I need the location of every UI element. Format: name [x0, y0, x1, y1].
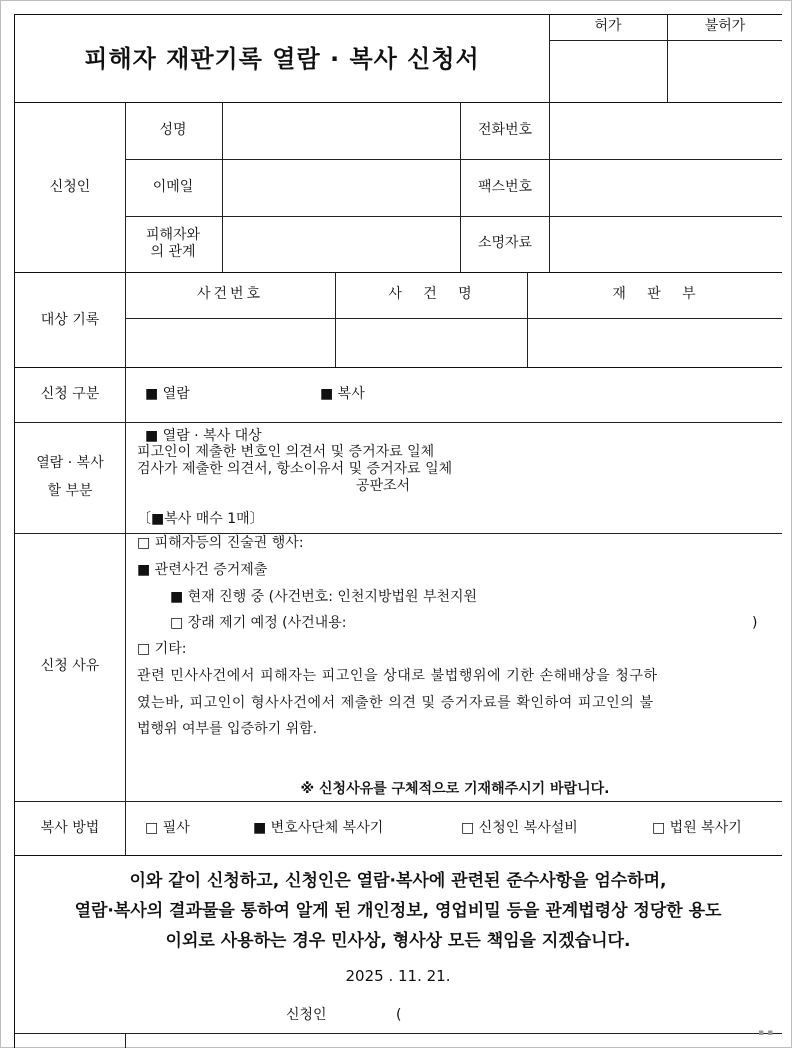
rule-record-bottom — [14, 367, 782, 368]
deny-header: 불허가 — [704, 18, 746, 34]
opt-other[interactable]: □ 기타: — [137, 641, 187, 657]
approve-box[interactable] — [550, 41, 666, 101]
relation-label-line1: 피해자와 — [145, 227, 201, 243]
court-division-header: 재 판 부 — [612, 286, 698, 302]
target-record-label: 대상 기록 — [40, 312, 100, 328]
rule-bottom — [14, 1033, 782, 1034]
statement-line2: 열람·복사의 결과물을 통하여 알게 된 개인정보, 영업비밀 등을 관계법령상 정당한 용도 — [74, 901, 722, 921]
rule-bottom-left — [125, 1033, 126, 1048]
method-lawyer-org-copier[interactable]: ■ 변호사단체 복사기 — [253, 820, 384, 836]
copy-count: 〔■복사 매수 1매〕 — [137, 511, 264, 527]
copy-method-label: 복사 방법 — [40, 820, 100, 836]
fax-label: 팩스번호 — [477, 179, 533, 195]
fax-field[interactable] — [550, 160, 781, 215]
deny-box[interactable] — [668, 41, 781, 101]
court-division-field[interactable] — [528, 319, 781, 366]
method-handwriting[interactable]: □ 필사 — [145, 820, 190, 836]
opt-planned[interactable]: □ 장래 제기 예정 (사건내용: — [170, 615, 347, 631]
proof-field[interactable] — [550, 217, 781, 271]
scope-line1: 피고인이 제출한 변호인 의견서 및 증거자료 일체 — [137, 444, 435, 460]
approve-header: 허가 — [594, 18, 622, 34]
statement-line3: 이외로 사용하는 경우 민사상, 형사상 모든 책임을 지겠습니다. — [165, 931, 631, 951]
reason-notice: ※ 신청사유를 구체적으로 기재해주시기 바랍니다. — [300, 781, 610, 797]
proof-label: 소명자료 — [477, 235, 533, 251]
rule-type-bottom — [14, 422, 782, 423]
case-name-field[interactable] — [336, 319, 526, 366]
reason-text-line1: 관련 민사사건에서 피해자는 피고인을 상대로 불법행위에 기한 손해배상을 청구하 — [137, 668, 658, 684]
rule-applicant-bottom — [14, 272, 782, 273]
method-court-copier[interactable]: □ 법원 복사기 — [652, 820, 742, 836]
case-number-field[interactable] — [126, 319, 334, 366]
scope-label-line2: 할 부분 — [47, 483, 93, 499]
page-corner-mark: ▪ ▪ — [758, 1028, 774, 1038]
scope-line3: 공판조서 — [355, 478, 411, 494]
opt-in-progress[interactable]: ■ 현재 진행 중 (사건번호: 인천지방법원 부천지원 — [170, 589, 478, 605]
case-number-header: 사건번호 — [196, 286, 264, 302]
email-label: 이메일 — [152, 179, 194, 195]
reason-label: 신청 사유 — [40, 658, 100, 674]
statement-line1: 이와 같이 신청하고, 신청인은 열람·복사에 관련된 준수사항을 엄수하며, — [129, 871, 667, 891]
scope-target-header[interactable]: ■ 열람 · 복사 대상 — [145, 428, 262, 444]
rule-applicant-label2 — [460, 102, 461, 272]
reason-text-line2: 였는바, 피고인이 형사사건에서 제출한 의견 및 증거자료를 확인하여 피고인의 불 — [137, 695, 654, 711]
rule-method-bottom — [14, 855, 782, 856]
request-type-label: 신청 구분 — [40, 386, 100, 402]
applicant-section-label: 신청인 — [49, 179, 91, 195]
relation-field[interactable] — [223, 217, 459, 271]
form-title: 피해자 재판기록 열람 · 복사 신청서 — [84, 45, 480, 73]
email-field[interactable] — [223, 160, 459, 215]
scope-line2: 검사가 제출한 의견서, 항소이유서 및 증거자료 일체 — [137, 461, 453, 477]
view-checkbox[interactable]: ■ 열람 — [145, 386, 190, 402]
signature-date: 2025 . 11. 21. — [345, 967, 451, 985]
relation-label-line2: 의 관계 — [150, 244, 196, 260]
rule-reason-bottom — [14, 801, 782, 802]
rule-scope-bottom — [14, 533, 782, 534]
copy-checkbox[interactable]: ■ 복사 — [320, 386, 365, 402]
scope-label-line1: 열람 · 복사 — [36, 455, 104, 471]
signature-paren: ( — [396, 1007, 402, 1023]
name-label: 성명 — [159, 122, 187, 138]
rule-left — [14, 14, 15, 1048]
opt-related-case[interactable]: ■ 관련사건 증거제출 — [137, 562, 268, 578]
method-own-equipment[interactable]: □ 신청인 복사설비 — [461, 820, 578, 836]
phone-field[interactable] — [550, 103, 781, 158]
rule-label-column — [125, 102, 126, 855]
phone-label: 전화번호 — [477, 122, 533, 138]
opt-planned-close: ) — [752, 615, 758, 631]
opt-statement-right[interactable]: □ 피해자등의 진술권 행사: — [137, 535, 304, 551]
signature-applicant-label: 신청인 — [286, 1007, 327, 1023]
name-field[interactable] — [223, 103, 459, 158]
case-name-header: 사 건 명 — [388, 286, 474, 302]
reason-text-line3: 법행위 여부를 입증하기 위함. — [137, 721, 318, 737]
